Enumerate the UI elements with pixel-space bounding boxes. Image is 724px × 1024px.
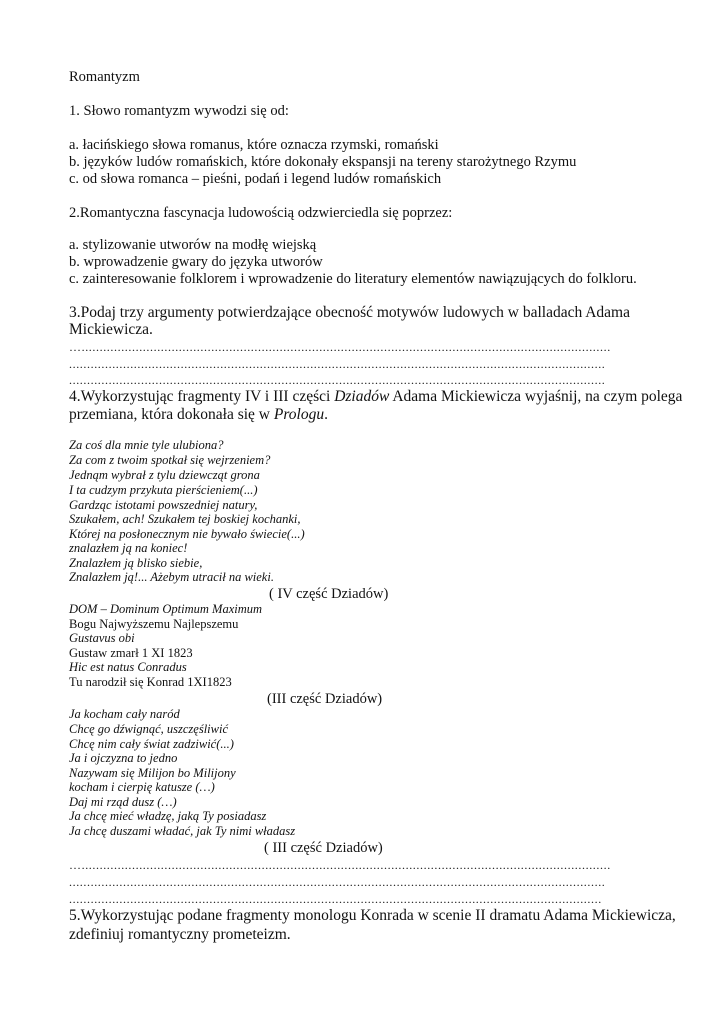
question-1: 1. Słowo romantyzm wywodzi się od: [69, 103, 289, 119]
fragment-1-line: Gardząc istotami powszedniej natury, [69, 498, 258, 512]
question-5-line-1: 5.Wykorzystując podane fragmenty monologu Konrada w scenie II dramatu Adama Mickiewicza, [69, 907, 676, 924]
fragment-3-line: Ja i ojczyzna to jedno [69, 751, 178, 765]
q3-answer-line-2: ..................................................................................................................................................... [69, 358, 606, 370]
fragment-3-line: Ja kocham cały naród [69, 707, 180, 721]
fragment-3-line: Ja chcę mieć władzę, jaką Ty posiadasz [69, 809, 267, 823]
q4-line1-part-a: 4.Wykorzystując fragmenty IV i III części [69, 388, 335, 405]
fragment-1-line: Której na posłonecznym nie bywało świecie(...) [69, 527, 305, 541]
q4-line1-part-c: Adama Mickiewicza wyjaśnij, na czym polega [389, 388, 683, 405]
fragment-1-line: Szukałem, ach! Szukałem tej boskiej kochanki, [69, 512, 301, 526]
q4-answer-line-1: …................................................................................................................................................... [69, 859, 611, 871]
q4-line1-title: Dziadów [334, 388, 390, 405]
fragment-3-line: Chcę go dźwignąć, uszczęśliwić [69, 722, 229, 736]
q2-option-c: c. zainteresowanie folklorem i wprowadzenie do literatury elementów nawiązujących do folkloru. [69, 271, 637, 287]
question-4-line-2 [69, 407, 328, 423]
q4-answer-line-3: .................................................................................................................................................... [69, 893, 602, 905]
fragment-2-line: Hic est natus Conradus [69, 660, 187, 674]
q4-line2-title: Prologu [273, 406, 325, 423]
worksheet-title: Romantyzm [69, 69, 140, 85]
q4-line2-part-c: . [324, 406, 328, 423]
fragment-1-line: Znalazłem ją!... Ażebym utracił na wieki. [69, 570, 274, 584]
fragment-2-line: Tu narodził się Konrad 1XI1823 [69, 675, 232, 689]
question-2: 2.Romantyczna fascynacja ludowością odzwierciedla się poprzez: [69, 205, 453, 221]
fragment-1-caption: ( IV część Dziadów) [269, 586, 389, 602]
fragment-1-line: Za coś dla mnie tyle ulubiona? [69, 438, 224, 452]
fragment-2-line: Gustavus obi [69, 631, 135, 645]
fragment-3-line: kocham i cierpię katusze (…) [69, 780, 215, 794]
q2-option-a: a. stylizowanie utworów na modłę wiejską [69, 237, 317, 253]
fragment-1-line: I ta cudzym przykuta pierścieniem(...) [69, 483, 258, 497]
q4-answer-line-2: ..................................................................................................................................................... [69, 876, 606, 888]
fragment-3-line: Nazywam się Milijon bo Milijony [69, 766, 236, 780]
fragment-1-line: Znalazłem ją blisko siebie, [69, 556, 203, 570]
fragment-3-line: Ja chcę duszami władać, jak Ty nimi władasz [69, 824, 296, 838]
fragment-3-line: Chcę nim cały świat zadziwić(...) [69, 737, 234, 751]
fragment-2-line: DOM – Dominum Optimum Maximum [69, 602, 263, 616]
fragment-2-caption: (III część Dziadów) [267, 691, 383, 707]
q4-line2-part-a: przemiana, która dokonała się w [69, 406, 274, 423]
fragment-1-line: Jednąm wybrał z tylu dziewcząt grona [69, 468, 260, 482]
q2-option-b: b. wprowadzenie gwary do języka utworów [69, 254, 323, 270]
q1-option-c: c. od słowa romanca – pieśni, podań i legend ludów romańskich [69, 171, 442, 187]
fragment-1-line: znalazłem ją na koniec! [69, 541, 188, 555]
question-4-line-1 [69, 389, 682, 405]
fragment-2-line: Bogu Najwyższemu Najlepszemu [69, 617, 239, 631]
question-5-line-2: zdefiniuj romantyczny prometeizm. [69, 926, 291, 943]
q1-option-b: b. języków ludów romańskich, które dokonały ekspansji na tereny starożytnego Rzymu [69, 154, 577, 170]
fragment-1-line: Za com z twoim spotkał się wejrzeniem? [69, 453, 271, 467]
fragment-3-caption: ( III część Dziadów) [264, 840, 383, 856]
q3-answer-line-1: …................................................................................................................................................... [69, 341, 611, 353]
q1-option-a: a. łacińskiego słowa romanus, które oznacza rzymski, romański [69, 137, 439, 153]
question-3-line-1: 3.Podaj trzy argumenty potwierdzające obecność motywów ludowych w balladach Adama [69, 304, 630, 321]
q3-answer-line-3: ..................................................................................................................................................... [69, 374, 606, 386]
fragment-3-line: Daj mi rząd dusz (…) [69, 795, 177, 809]
question-3-line-2: Mickiewicza. [69, 321, 153, 338]
fragment-2-line: Gustaw zmarł 1 XI 1823 [69, 646, 193, 660]
